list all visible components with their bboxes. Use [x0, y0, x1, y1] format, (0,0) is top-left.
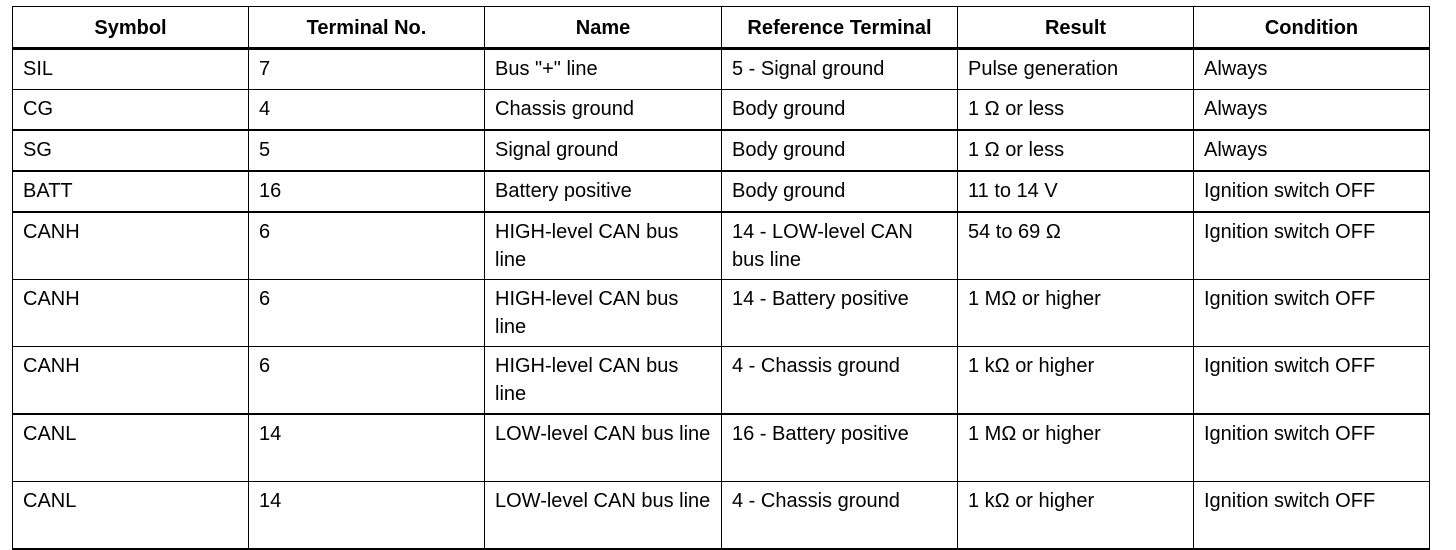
cell-reference-terminal: 16 - Battery positive	[722, 414, 958, 482]
cell-reference-terminal: 14 - LOW-level CAN bus line	[722, 212, 958, 280]
cell-terminal-no: 7	[249, 49, 485, 90]
cell-terminal-no: 5	[249, 130, 485, 171]
cell-reference-terminal: 4 - Chassis ground	[722, 347, 958, 415]
table-row	[13, 482, 1430, 550]
table-row	[13, 130, 1430, 171]
header-terminal-no: Terminal No.	[249, 7, 485, 49]
cell-result: 1 Ω or less	[958, 130, 1194, 171]
cell-symbol: CANL	[13, 482, 249, 550]
cell-result: 1 kΩ or higher	[958, 347, 1194, 415]
cell-symbol: CANL	[13, 414, 249, 482]
cell-result: Pulse generation	[958, 49, 1194, 90]
table-row	[13, 347, 1430, 415]
cell-terminal-no: 6	[249, 212, 485, 280]
cell-reference-terminal: Body ground	[722, 90, 958, 131]
cell-reference-terminal: Body ground	[722, 171, 958, 212]
header-reference-terminal: Reference Terminal	[722, 7, 958, 49]
cell-name: Bus "+" line	[485, 49, 722, 90]
table-row	[13, 171, 1430, 212]
cell-result: 1 Ω or less	[958, 90, 1194, 131]
cell-symbol: SG	[13, 130, 249, 171]
cell-symbol: CANH	[13, 347, 249, 415]
cell-condition: Ignition switch OFF	[1194, 347, 1430, 415]
table-header-row	[13, 7, 1430, 49]
cell-name: Signal ground	[485, 130, 722, 171]
cell-reference-terminal: 14 - Battery positive	[722, 280, 958, 347]
cell-condition: Ignition switch OFF	[1194, 280, 1430, 347]
cell-name: HIGH-level CAN bus line	[485, 212, 722, 280]
cell-condition: Ignition switch OFF	[1194, 414, 1430, 482]
cell-terminal-no: 14	[249, 414, 485, 482]
cell-terminal-no: 14	[249, 482, 485, 550]
cell-name: LOW-level CAN bus line	[485, 414, 722, 482]
cell-condition: Always	[1194, 130, 1430, 171]
cell-symbol: CG	[13, 90, 249, 131]
cell-condition: Always	[1194, 90, 1430, 131]
header-name: Name	[485, 7, 722, 49]
cell-result: 1 MΩ or higher	[958, 414, 1194, 482]
cell-reference-terminal: 4 - Chassis ground	[722, 482, 958, 550]
cell-symbol: BATT	[13, 171, 249, 212]
cell-symbol: CANH	[13, 212, 249, 280]
table-row	[13, 280, 1430, 347]
cell-result: 1 kΩ or higher	[958, 482, 1194, 550]
cell-condition: Ignition switch OFF	[1194, 482, 1430, 550]
table-row	[13, 212, 1430, 280]
cell-result: 11 to 14 V	[958, 171, 1194, 212]
cell-terminal-no: 16	[249, 171, 485, 212]
cell-result: 1 MΩ or higher	[958, 280, 1194, 347]
cell-terminal-no: 4	[249, 90, 485, 131]
cell-symbol: CANH	[13, 280, 249, 347]
cell-symbol: SIL	[13, 49, 249, 90]
cell-reference-terminal: Body ground	[722, 130, 958, 171]
cell-name: HIGH-level CAN bus line	[485, 280, 722, 347]
cell-name: HIGH-level CAN bus line	[485, 347, 722, 415]
cell-terminal-no: 6	[249, 280, 485, 347]
cell-terminal-no: 6	[249, 347, 485, 415]
cell-result: 54 to 69 Ω	[958, 212, 1194, 280]
cell-name: Battery positive	[485, 171, 722, 212]
terminal-check-table	[12, 6, 1430, 550]
cell-reference-terminal: 5 - Signal ground	[722, 49, 958, 90]
cell-condition: Ignition switch OFF	[1194, 171, 1430, 212]
header-symbol: Symbol	[13, 7, 249, 49]
cell-condition: Always	[1194, 49, 1430, 90]
table-row	[13, 49, 1430, 90]
table-row	[13, 90, 1430, 131]
header-condition: Condition	[1194, 7, 1430, 49]
header-result: Result	[958, 7, 1194, 49]
cell-condition: Ignition switch OFF	[1194, 212, 1430, 280]
cell-name: LOW-level CAN bus line	[485, 482, 722, 550]
cell-name: Chassis ground	[485, 90, 722, 131]
table-row	[13, 414, 1430, 482]
